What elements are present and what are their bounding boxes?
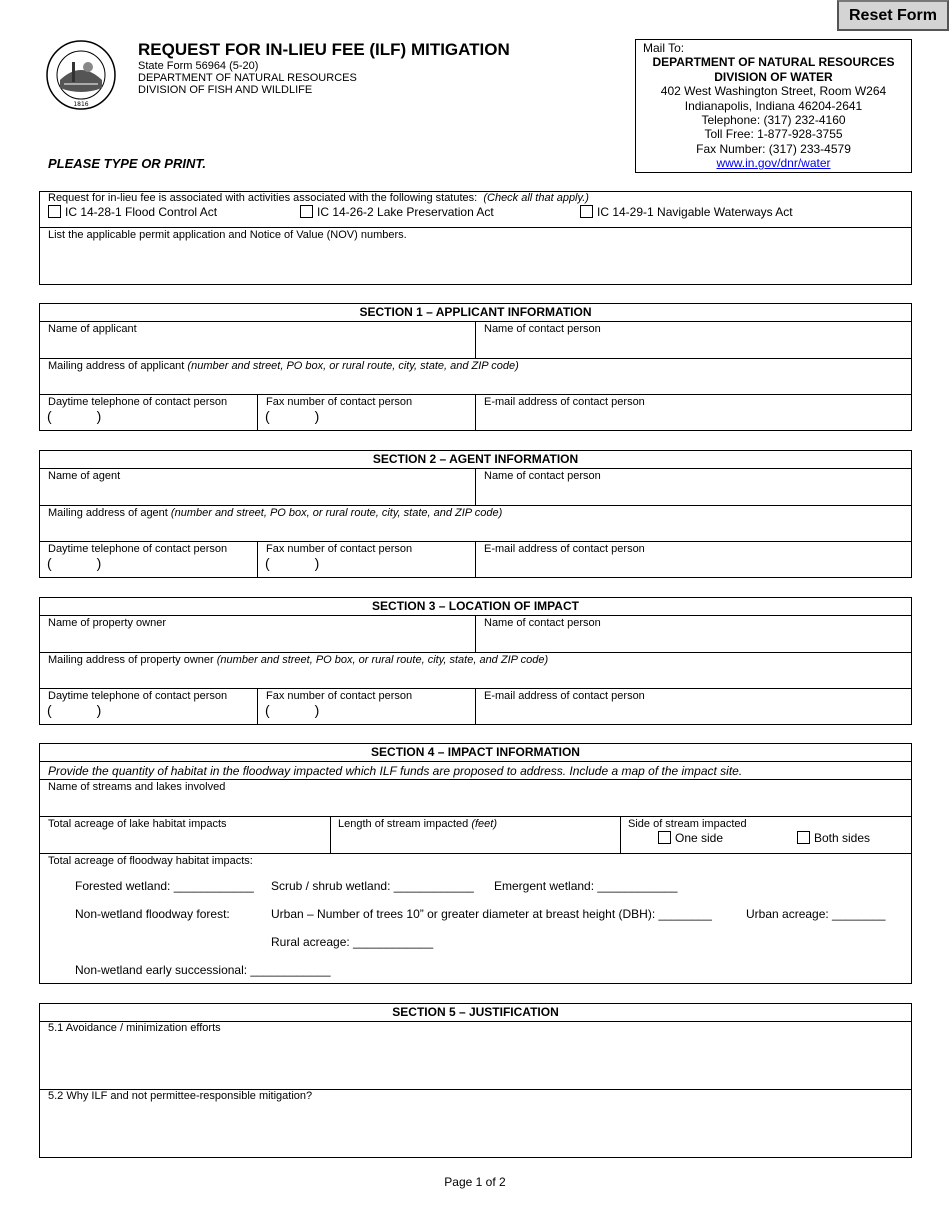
mail-to-division: DIVISION OF WATER bbox=[714, 69, 833, 84]
owner-fax-label: Fax number of contact person bbox=[266, 690, 413, 702]
early-successional-field[interactable]: Non-wetland early successional: ____________ bbox=[75, 963, 331, 977]
owner-name-input[interactable] bbox=[44, 630, 472, 650]
applicant-phone-input[interactable] bbox=[47, 408, 101, 424]
divider bbox=[257, 394, 258, 431]
divider bbox=[257, 688, 258, 725]
flood-control-checkbox[interactable] bbox=[48, 205, 61, 218]
owner-mailing-label bbox=[48, 654, 548, 667]
paren-open: ( bbox=[265, 555, 270, 571]
statute-option-navigable[interactable] bbox=[580, 205, 793, 219]
divider bbox=[39, 505, 912, 506]
divider bbox=[475, 468, 476, 505]
mail-to-tollfree: Toll Free: 1-877-928-3755 bbox=[704, 127, 843, 142]
divider bbox=[39, 816, 912, 817]
forested-wetland-field[interactable]: Forested wetland: ____________ bbox=[75, 879, 254, 893]
stream-side-label: Side of stream impacted bbox=[628, 818, 747, 830]
divider bbox=[475, 615, 476, 652]
statute-option-flood[interactable] bbox=[48, 205, 217, 219]
urban-acreage-field[interactable]: Urban acreage: ________ bbox=[746, 907, 886, 921]
navigable-waterways-label: IC 14-29-1 Navigable Waterways Act bbox=[597, 205, 793, 219]
applicant-email-label: E-mail address of contact person bbox=[484, 396, 645, 408]
applicant-contact-input[interactable] bbox=[480, 336, 908, 356]
owner-contact-input[interactable] bbox=[480, 630, 908, 650]
stream-length-text: Length of stream impacted bbox=[338, 818, 469, 830]
statute-option-lake[interactable] bbox=[300, 205, 494, 219]
mail-to-fax: Fax Number: (317) 233-4579 bbox=[696, 141, 851, 156]
applicant-mailing-label bbox=[48, 360, 519, 373]
divider bbox=[475, 688, 476, 725]
agent-mailing-note: (number and street, PO box, or rural route, city, state, and ZIP code) bbox=[170, 507, 503, 519]
divider bbox=[475, 541, 476, 578]
divider bbox=[39, 358, 912, 359]
both-sides-checkbox[interactable] bbox=[797, 831, 810, 844]
owner-phone-input[interactable] bbox=[47, 702, 101, 718]
applicant-phone-label: Daytime telephone of contact person bbox=[48, 396, 228, 408]
agent-mailing-input[interactable] bbox=[44, 520, 908, 540]
divider bbox=[620, 816, 621, 853]
reset-form-button[interactable]: Reset Form bbox=[837, 0, 949, 31]
mail-to-label: Mail To: bbox=[643, 41, 685, 55]
both-sides-option[interactable] bbox=[797, 831, 870, 845]
streams-lakes-label: Name of streams and lakes involved bbox=[48, 781, 226, 793]
navigable-waterways-checkbox[interactable] bbox=[580, 205, 593, 218]
nonwetland-forest-label: Non-wetland floodway forest: bbox=[75, 907, 230, 921]
agent-mailing-text: Mailing address of agent bbox=[48, 507, 168, 519]
owner-mailing-note: (number and street, PO box, or rural route, city, state, and ZIP code) bbox=[216, 654, 549, 666]
agent-name-label: Name of agent bbox=[48, 470, 121, 482]
applicant-name-label: Name of applicant bbox=[48, 323, 137, 335]
paren-close: ) bbox=[96, 555, 102, 571]
agent-email-input[interactable] bbox=[480, 556, 908, 576]
both-sides-label: Both sides bbox=[814, 831, 871, 845]
section1-title: SECTION 1 – APPLICANT INFORMATION bbox=[359, 305, 592, 319]
owner-mailing-input[interactable] bbox=[44, 667, 908, 687]
owner-fax-input[interactable] bbox=[265, 702, 319, 718]
applicant-contact-label: Name of contact person bbox=[484, 323, 601, 335]
agent-mailing-label bbox=[48, 507, 502, 520]
rural-acreage-field[interactable]: Rural acreage: ____________ bbox=[271, 935, 434, 949]
agent-contact-input[interactable] bbox=[480, 483, 908, 503]
applicant-mailing-note: (number and street, PO box, or rural route, city, state, and ZIP code) bbox=[187, 360, 519, 372]
owner-contact-label: Name of contact person bbox=[484, 617, 601, 629]
statutes-intro-text: Request for in-lieu fee is associated with activities associated with the following statutes: bbox=[48, 192, 478, 204]
form-title: REQUEST FOR IN-LIEU FEE (ILF) MITIGATION bbox=[138, 40, 510, 59]
mail-to-box bbox=[635, 39, 912, 173]
divider bbox=[39, 779, 912, 780]
applicant-mailing-input[interactable] bbox=[44, 373, 908, 393]
applicant-mailing-text: Mailing address of applicant bbox=[48, 360, 185, 372]
applicant-fax-label: Fax number of contact person bbox=[266, 396, 413, 408]
paren-open: ( bbox=[47, 555, 52, 571]
one-side-checkbox[interactable] bbox=[658, 831, 671, 844]
divider bbox=[330, 816, 331, 853]
permit-numbers-field[interactable] bbox=[44, 244, 906, 282]
one-side-option[interactable] bbox=[658, 831, 723, 845]
applicant-fax-input[interactable] bbox=[265, 408, 319, 424]
divider bbox=[39, 652, 912, 653]
divider bbox=[39, 853, 912, 854]
applicant-email-input[interactable] bbox=[480, 409, 908, 429]
page-number: Page 1 of 2 bbox=[444, 1175, 506, 1189]
urban-trees-field[interactable]: Urban – Number of trees 10” or greater diameter at breast height (DBH): ________ bbox=[271, 907, 712, 921]
section3-title: SECTION 3 – LOCATION OF IMPACT bbox=[372, 599, 579, 613]
divider bbox=[39, 761, 912, 762]
paren-open: ( bbox=[47, 702, 52, 718]
applicant-name-input[interactable] bbox=[44, 336, 472, 356]
streams-lakes-input[interactable] bbox=[44, 794, 908, 814]
owner-phone-label: Daytime telephone of contact person bbox=[48, 690, 228, 702]
state-seal-icon bbox=[46, 40, 116, 110]
section4-title: SECTION 4 – IMPACT INFORMATION bbox=[371, 745, 580, 759]
paren-close: ) bbox=[96, 702, 102, 718]
why-ilf-input[interactable] bbox=[44, 1104, 908, 1154]
stream-length-input[interactable] bbox=[334, 831, 616, 851]
avoidance-label: 5.1 Avoidance / minimization efforts bbox=[48, 1022, 221, 1034]
department-name: DEPARTMENT OF NATURAL RESOURCES bbox=[138, 72, 357, 84]
section5-title: SECTION 5 – JUSTIFICATION bbox=[392, 1005, 559, 1019]
paren-close: ) bbox=[314, 702, 320, 718]
statutes-intro bbox=[48, 192, 589, 205]
section4-instruction: Provide the quantity of habitat in the floodway impacted which ILF funds are proposed to address. Include a map of the impact site. bbox=[48, 764, 743, 778]
agent-fax-input[interactable] bbox=[265, 555, 319, 571]
lake-preservation-label: IC 14-26-2 Lake Preservation Act bbox=[317, 205, 494, 219]
lake-acreage-label: Total acreage of lake habitat impacts bbox=[48, 818, 227, 830]
section2-title: SECTION 2 – AGENT INFORMATION bbox=[372, 452, 579, 466]
floodway-total-label: Total acreage of floodway habitat impacts: bbox=[48, 855, 253, 867]
stream-length-label bbox=[338, 818, 497, 831]
emergent-wetland-field[interactable]: Emergent wetland: ____________ bbox=[494, 879, 678, 893]
agent-fax-label: Fax number of contact person bbox=[266, 543, 413, 555]
agent-name-input[interactable] bbox=[44, 483, 472, 503]
agent-email-label: E-mail address of contact person bbox=[484, 543, 645, 555]
mail-to-street: 402 West Washington Street, Room W264 bbox=[660, 84, 887, 99]
please-type-or-print: PLEASE TYPE OR PRINT. bbox=[48, 156, 206, 171]
paren-open: ( bbox=[265, 408, 270, 424]
mail-to-phone: Telephone: (317) 232-4160 bbox=[701, 113, 846, 128]
lake-preservation-checkbox[interactable] bbox=[300, 205, 313, 218]
divider bbox=[475, 394, 476, 431]
mail-to-website-link[interactable]: www.in.gov/dnr/water bbox=[716, 156, 831, 171]
paren-open: ( bbox=[47, 408, 52, 424]
flood-control-label: IC 14-28-1 Flood Control Act bbox=[65, 205, 218, 219]
paren-open: ( bbox=[265, 702, 270, 718]
agent-phone-label: Daytime telephone of contact person bbox=[48, 543, 228, 555]
paren-close: ) bbox=[96, 408, 102, 424]
paren-close: ) bbox=[314, 555, 320, 571]
paren-close: ) bbox=[314, 408, 320, 424]
statutes-intro-note: (Check all that apply.) bbox=[483, 192, 589, 204]
agent-phone-input[interactable] bbox=[47, 555, 101, 571]
divider bbox=[475, 321, 476, 358]
divider bbox=[39, 227, 912, 228]
mail-to-dept: DEPARTMENT OF NATURAL RESOURCES bbox=[652, 55, 895, 70]
form-number: State Form 56964 (5-20) bbox=[138, 60, 259, 72]
stream-length-unit: (feet) bbox=[471, 818, 497, 830]
lake-acreage-input[interactable] bbox=[44, 831, 326, 851]
divider bbox=[257, 541, 258, 578]
owner-name-label: Name of property owner bbox=[48, 617, 166, 629]
owner-email-label: E-mail address of contact person bbox=[484, 690, 645, 702]
svg-text:1816: 1816 bbox=[73, 101, 89, 108]
permit-numbers-label: List the applicable permit application and Notice of Value (NOV) numbers. bbox=[48, 229, 407, 241]
why-ilf-label: 5.2 Why ILF and not permittee-responsible mitigation? bbox=[48, 1090, 313, 1102]
agent-contact-label: Name of contact person bbox=[484, 470, 601, 482]
owner-email-input[interactable] bbox=[480, 703, 908, 723]
owner-mailing-text: Mailing address of property owner bbox=[48, 654, 214, 666]
division-name: DIVISION OF FISH AND WILDLIFE bbox=[138, 84, 313, 96]
avoidance-input[interactable] bbox=[44, 1036, 908, 1086]
one-side-label: One side bbox=[675, 831, 724, 845]
mail-to-city: Indianapolis, Indiana 46204-2641 bbox=[684, 98, 863, 113]
scrub-wetland-field[interactable]: Scrub / shrub wetland: ____________ bbox=[271, 879, 474, 893]
